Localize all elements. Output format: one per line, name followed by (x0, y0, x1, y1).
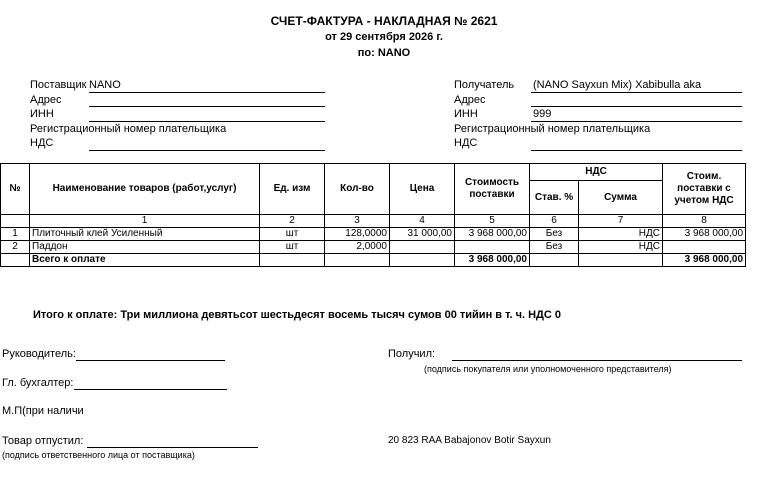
invoice-table (0, 163, 746, 267)
row-num: 1 (1, 228, 30, 241)
row-price (390, 241, 455, 254)
released-caption: (подпись ответственного лица от поставщика) (2, 450, 195, 460)
row-sum: НДС (579, 228, 663, 241)
row-num: 2 (1, 241, 30, 254)
col-number: 4 (390, 215, 455, 228)
director-label: Руководитель: (2, 348, 76, 360)
supplier-name: NANO (89, 79, 121, 91)
col-number: 7 (579, 215, 663, 228)
row-price: 31 000,00 (390, 228, 455, 241)
document-title: СЧЕТ-ФАКТУРА - НАКЛАДНАЯ № 2621 (270, 14, 498, 28)
column-number-row (1, 215, 746, 228)
buyer-inn: 999 (533, 108, 552, 120)
col-number: 8 (663, 215, 746, 228)
col-price-header: Цена (390, 164, 455, 215)
col-number: 6 (530, 215, 579, 228)
col-nds-header: НДС (530, 164, 663, 181)
buyer-name: (NANO Sayxun Mix) Xabibulla aka (533, 79, 702, 91)
row-unit: шт (260, 228, 325, 241)
receiver-label: Получил: (388, 348, 436, 360)
col-rate-header: Став. % (530, 181, 579, 215)
col-sum-header: Сумма (579, 181, 663, 215)
col-unit-header: Ед. изм (260, 164, 325, 215)
col-num-header: № (1, 164, 30, 215)
col-total-header: Стоим. поставки с учетом НДС (663, 164, 746, 215)
accountant-label: Гл. бухгалтер: (2, 377, 74, 389)
buyer-inn-label: ИНН (454, 108, 478, 120)
row-cost: 3 968 000,00 (455, 228, 530, 241)
buyer-address-label: Адрес (454, 94, 486, 106)
supplier-address-label: Адрес (30, 94, 62, 106)
supplier-label: Поставщик (30, 79, 87, 91)
buyer-nds-label: НДС (454, 137, 478, 149)
row-name: Плиточный клей Усиленный (30, 228, 260, 241)
table-row (1, 241, 746, 254)
document-contract: по: NANO (357, 47, 411, 59)
released-label: Товар отпустил: (2, 435, 84, 447)
col-number: 5 (455, 215, 530, 228)
director-signature-line (76, 360, 225, 361)
row-cost (455, 241, 530, 254)
amount-in-words: Итого к оплате: Три миллиона девятьсот шестьдесят восемь тысяч сумов 00 тийин в т. ч. НДС 0 (33, 309, 562, 321)
accountant-signature-line (74, 389, 227, 390)
proxy-info: 20 823 RAA Babajonov Botir Sayxun (388, 435, 551, 446)
row-total (663, 241, 746, 254)
table-row (1, 228, 746, 241)
released-signature-line (87, 447, 258, 448)
supplier-inn-label: ИНН (30, 108, 54, 120)
col-number: 2 (260, 215, 325, 228)
receiver-signature-line (452, 360, 742, 361)
buyer-reg-label: Регистрационный номер плательщика (454, 123, 651, 135)
col-name-header: Наименование товаров (работ,услуг) (30, 164, 260, 215)
row-rate: Без (530, 228, 579, 241)
col-qty-header: Кол-во (325, 164, 390, 215)
row-unit: шт (260, 241, 325, 254)
supplier-reg-label: Регистрационный номер плательщика (30, 123, 227, 135)
row-sum: НДС (579, 241, 663, 254)
row-rate: Без (530, 241, 579, 254)
row-qty: 2,0000 (325, 241, 390, 254)
supplier-nds-label: НДС (30, 137, 54, 149)
col-number: 1 (30, 215, 260, 228)
col-number: 3 (325, 215, 390, 228)
row-name: Паддон (30, 241, 260, 254)
total-cost: 3 968 000,00 (455, 254, 530, 267)
row-qty: 128,0000 (325, 228, 390, 241)
receiver-caption: (подпись покупателя или уполномоченного представителя) (424, 364, 672, 374)
row-total: 3 968 000,00 (663, 228, 746, 241)
document-date: от 29 сентября 2026 г. (325, 31, 443, 43)
total-with-nds: 3 968 000,00 (663, 254, 746, 267)
total-row (1, 254, 746, 267)
table-header-row (1, 164, 746, 181)
stamp-label: М.П(при наличи (2, 405, 84, 417)
total-label: Всего к оплате (30, 254, 260, 267)
buyer-label: Получатель (454, 79, 515, 91)
col-cost-header: Стоимость поставки (455, 164, 530, 215)
